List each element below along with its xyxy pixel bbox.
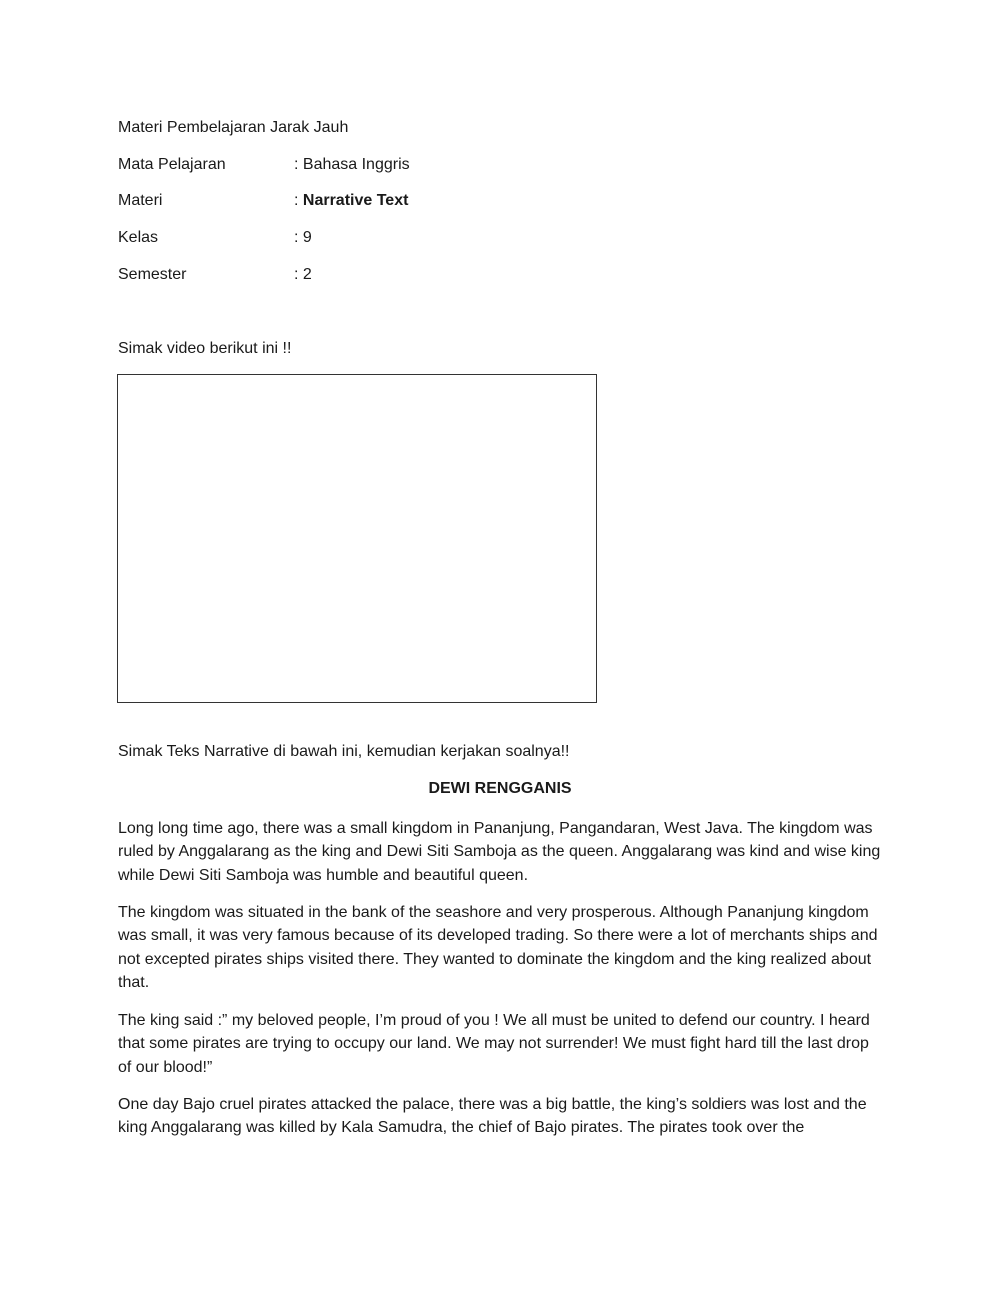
- story-paragraph-3: The king said :” my beloved people, I’m proud of you ! We all must be united to defend our country. I heard that some pirates are trying to occupy our land. We may not surrender! We must fight hard till the last drop of our blood!”: [118, 1012, 870, 1076]
- meta-subject-value: : Bahasa Inggris: [294, 156, 410, 173]
- story-title: DEWI RENGGANIS: [428, 780, 572, 797]
- meta-topic-value-wrap: [294, 191, 408, 211]
- story-paragraph-4: One day Bajo cruel pirates attacked the palace, there was a big battle, the king’s soldiers was lost and the king Anggalarang was killed by Kala Samudra, the chief of Bajo pirates. The pirates took over the: [118, 1096, 867, 1137]
- meta-subject-label: Mata Pelajaran: [118, 156, 226, 173]
- story-paragraph-1: Long long time ago, there was a small kingdom in Pananjung, Pangandaran, West Java. The kingdom was ruled by Anggalarang as the king and Dewi Siti Samboja as the queen. Anggalarang was kind and wise king while Dewi Siti Samboja was humble and beautiful queen.: [118, 820, 881, 884]
- meta-class-label: Kelas: [118, 229, 159, 246]
- meta-semester-value: : 2: [294, 266, 312, 283]
- story-paragraph-2: The kingdom was situated in the bank of the seashore and very prosperous. Although Pananjung kingdom was small, it was very famous because of its developed trading. So there were a lot of merchants ships and not excepted pirates ships visited there. They wanted to dominate the kingdom and the king realized about that.: [118, 904, 878, 991]
- meta-topic-value: Narrative Text: [302, 192, 409, 209]
- document-heading: Materi Pembelajaran Jarak Jauh: [118, 119, 349, 136]
- video-instruction: Simak video berikut ini !!: [118, 340, 292, 357]
- meta-topic-label: Materi: [118, 192, 163, 209]
- meta-class-value: : 9: [294, 229, 312, 246]
- video-placeholder[interactable]: [117, 374, 597, 703]
- reading-instruction: Simak Teks Narrative di bawah ini, kemudian kerjakan soalnya!!: [118, 743, 570, 760]
- meta-topic-prefix: :: [294, 192, 303, 209]
- meta-semester-label: Semester: [118, 266, 187, 283]
